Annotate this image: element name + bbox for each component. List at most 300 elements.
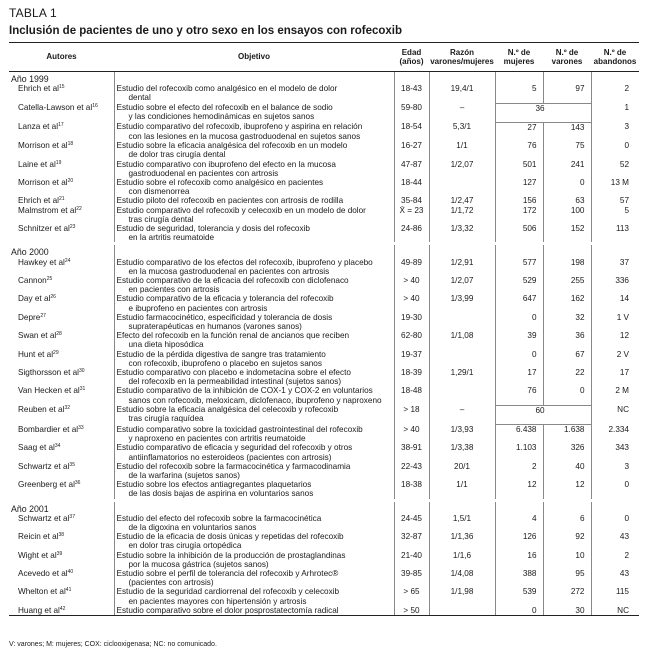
objective-line-1: Estudio comparativo de la eficacia del rofecoxib con diclofenaco bbox=[116, 276, 349, 286]
objective-line-2: de la warfarina (sujetos sanos) bbox=[128, 470, 240, 480]
header-row bbox=[9, 43, 639, 72]
year-empty-cell bbox=[543, 72, 591, 85]
year-row bbox=[9, 502, 639, 514]
table-row bbox=[9, 141, 639, 159]
table-row bbox=[9, 551, 639, 569]
objective-cell bbox=[114, 551, 394, 569]
data-table bbox=[9, 42, 639, 616]
year-label: Año 2000 bbox=[11, 247, 49, 258]
objective-line-2: con dismenorrea bbox=[128, 187, 190, 197]
ratio-cell: 1/3,32 bbox=[429, 224, 495, 242]
men-cell: 10 bbox=[543, 551, 591, 569]
table-row bbox=[9, 514, 639, 532]
objective-line-2: en dolor tras cirugía ortopédica bbox=[128, 541, 242, 551]
author-ref: 18 bbox=[67, 141, 74, 148]
women-cell: 12 bbox=[495, 480, 543, 498]
author-ref: 28 bbox=[56, 331, 62, 338]
year-empty-cell bbox=[429, 502, 495, 514]
author-cell bbox=[9, 206, 114, 224]
objective-cell bbox=[114, 443, 394, 461]
table-row bbox=[9, 294, 639, 312]
men-cell: 0 bbox=[543, 386, 591, 405]
age-cell: 18-39 bbox=[394, 368, 429, 386]
objective-line-2: en la mucosa gastroduodenal en pacientes con artrosis bbox=[128, 266, 330, 276]
author-cell bbox=[9, 141, 114, 159]
author-ref: 16 bbox=[92, 103, 98, 109]
table-row bbox=[9, 350, 639, 368]
table-row bbox=[9, 206, 639, 224]
author-cell bbox=[9, 84, 114, 103]
author-cell bbox=[9, 480, 114, 498]
author-cell bbox=[9, 532, 114, 550]
women-cell: 388 bbox=[495, 569, 543, 587]
table-row bbox=[9, 331, 639, 349]
objective-line-1: Estudio del rofecoxib como analgésico en el modelo de dolor bbox=[116, 84, 338, 94]
dropouts-cell: 43 bbox=[591, 532, 639, 550]
objective-cell bbox=[114, 294, 394, 312]
women-cell: 39 bbox=[495, 331, 543, 349]
objective-line-2: en la artritis reumatoide bbox=[128, 233, 215, 243]
year-empty-cell bbox=[591, 245, 639, 257]
total-patients-cell: 60 bbox=[495, 405, 591, 424]
women-cell: 539 bbox=[495, 587, 543, 605]
author-name: Wight et al bbox=[18, 550, 57, 560]
table-row bbox=[9, 569, 639, 587]
objective-line-2: (pacientes con artrosis) bbox=[128, 578, 214, 588]
author-ref: 37 bbox=[69, 513, 75, 520]
objective-line-1: Estudio farmacocinético, especificidad y tolerancia de dosis bbox=[116, 312, 333, 322]
women-cell: 126 bbox=[495, 532, 543, 550]
author-name: Day et al bbox=[18, 294, 51, 304]
author-name: Saag et al bbox=[18, 443, 55, 453]
author-name: Lanza et al bbox=[18, 122, 59, 132]
objective-line-2: en pacientes mayores con hipertensión y artrosis bbox=[128, 596, 307, 606]
objective-line-2: por la mucosa gástrica (sujetos sanos) bbox=[128, 559, 269, 569]
dropouts-cell: NC bbox=[591, 405, 639, 424]
table-body bbox=[9, 72, 639, 616]
objective-line-2: con las lesiones en la mucosa gastroduodenal en sujetos sanos bbox=[128, 131, 361, 141]
author-cell bbox=[9, 103, 114, 122]
men-cell: 1.638 bbox=[543, 425, 591, 444]
men-cell: 92 bbox=[543, 532, 591, 550]
author-cell bbox=[9, 368, 114, 386]
author-cell bbox=[9, 386, 114, 405]
objective-line-1: Estudio comparativo con placebo e indometacina sobre el efecto bbox=[116, 368, 351, 378]
age-cell: 21-40 bbox=[394, 551, 429, 569]
author-name: Reicin et al bbox=[18, 532, 59, 542]
author-cell bbox=[9, 587, 114, 605]
men-cell: 255 bbox=[543, 276, 591, 294]
dropouts-cell: 0 bbox=[591, 141, 639, 159]
dropouts-cell: NC bbox=[591, 606, 639, 616]
ratio-cell: 1/2,47 bbox=[429, 196, 495, 205]
author-cell bbox=[9, 331, 114, 349]
table-row bbox=[9, 196, 639, 205]
objective-cell bbox=[114, 569, 394, 587]
table-row bbox=[9, 532, 639, 550]
ratio-cell: 1/2,07 bbox=[429, 276, 495, 294]
author-ref: 40 bbox=[67, 569, 74, 575]
author-name: Greenberg et al bbox=[18, 480, 75, 490]
year-label: Año 1999 bbox=[11, 74, 49, 84]
dropouts-cell: 115 bbox=[591, 587, 639, 605]
age-cell: 19-37 bbox=[394, 350, 429, 368]
objective-cell bbox=[114, 84, 394, 103]
dropouts-cell: 3 bbox=[591, 122, 639, 141]
women-cell: 6.438 bbox=[495, 425, 543, 444]
men-cell: 272 bbox=[543, 587, 591, 605]
table-row bbox=[9, 313, 639, 331]
header-razon: Razón varones/mujeres bbox=[429, 43, 495, 72]
men-cell: 0 bbox=[543, 178, 591, 196]
men-cell: 152 bbox=[543, 224, 591, 242]
table-row bbox=[9, 224, 639, 242]
objective-line-1: Estudio sobre el rofecoxib como analgésico en pacientes bbox=[116, 177, 324, 187]
ratio-cell: 19,4/1 bbox=[429, 84, 495, 103]
year-empty-cell bbox=[543, 245, 591, 257]
women-cell: 5 bbox=[495, 84, 543, 103]
ratio-cell: 1/1,08 bbox=[429, 331, 495, 349]
objective-line-1: Estudio del efecto del rofecoxib sobre la farmacocinética bbox=[116, 513, 322, 523]
table-row bbox=[9, 480, 639, 498]
objective-line-1: Estudio comparativo del rofecoxib, ibuprofeno y aspirina en relación bbox=[116, 122, 363, 132]
header-objetivo: Objetivo bbox=[114, 43, 394, 72]
men-cell: 75 bbox=[543, 141, 591, 159]
objective-cell bbox=[114, 425, 394, 444]
table-row bbox=[9, 443, 639, 461]
year-row bbox=[9, 72, 639, 85]
dropouts-cell: 43 bbox=[591, 569, 639, 587]
men-cell: 22 bbox=[543, 368, 591, 386]
objective-line-2: tras cirugía dental bbox=[128, 214, 194, 224]
author-ref: 26 bbox=[50, 294, 56, 301]
ratio-cell: – bbox=[429, 103, 495, 122]
ratio-cell: 1/1 bbox=[429, 480, 495, 498]
age-cell: 59-80 bbox=[394, 103, 429, 122]
ratio-cell: 1/4,08 bbox=[429, 569, 495, 587]
age-cell: 18-44 bbox=[394, 178, 429, 196]
author-ref: 38 bbox=[58, 532, 65, 539]
men-cell: 162 bbox=[543, 294, 591, 312]
dropouts-cell: 1 bbox=[591, 103, 639, 122]
objective-line-1: Estudio de seguridad, tolerancia y dosis del rofecoxib bbox=[116, 224, 310, 234]
ratio-cell: 1/3,93 bbox=[429, 425, 495, 444]
objective-line-1: Estudio de la eficacia de dosis únicas y repetidas del rofecoxib bbox=[116, 532, 344, 542]
author-name: Reuben et al bbox=[18, 405, 65, 415]
men-cell: 67 bbox=[543, 350, 591, 368]
objective-cell bbox=[114, 178, 394, 196]
age-cell: 18-48 bbox=[394, 386, 429, 405]
dropouts-cell: 12 bbox=[591, 331, 639, 349]
dropouts-cell: 37 bbox=[591, 258, 639, 276]
author-ref: 35 bbox=[69, 461, 75, 468]
objective-cell bbox=[114, 405, 394, 424]
ratio-cell: 1/1,72 bbox=[429, 206, 495, 224]
age-cell: > 40 bbox=[394, 425, 429, 444]
age-cell: 39-85 bbox=[394, 569, 429, 587]
dropouts-cell: 2 V bbox=[591, 350, 639, 368]
table-row bbox=[9, 405, 639, 424]
header-edad: Edad (años) bbox=[394, 43, 429, 72]
women-cell: 76 bbox=[495, 386, 543, 405]
objective-line-1: Estudio sobre la eficacia analgésica del celecoxib y rofecoxib bbox=[116, 405, 339, 415]
author-name: Acevedo et al bbox=[18, 569, 68, 578]
ratio-cell: – bbox=[429, 405, 495, 424]
ratio-cell bbox=[429, 350, 495, 368]
ratio-cell: 1,29/1 bbox=[429, 368, 495, 386]
objective-line-1: Estudio sobre los efectos antiagregantes plaquetarios bbox=[116, 480, 312, 490]
author-cell bbox=[9, 606, 114, 616]
objective-line-1: Estudio comparativo de la eficacia y tolerancia del rofecoxib bbox=[116, 294, 334, 304]
age-cell: 24-86 bbox=[394, 224, 429, 242]
objective-line-1: Estudio sobre el efecto del rofecoxib en el balance de sodio bbox=[116, 103, 333, 112]
total-patients-cell: 36 bbox=[495, 103, 591, 122]
author-name: Morrison et al bbox=[18, 141, 68, 151]
year-empty-cell bbox=[114, 72, 394, 85]
dropouts-cell: 113 bbox=[591, 224, 639, 242]
author-name: Catella-Lawson et al bbox=[18, 103, 93, 112]
men-cell: 198 bbox=[543, 258, 591, 276]
ratio-cell: 20/1 bbox=[429, 462, 495, 480]
author-ref: 17 bbox=[58, 122, 64, 129]
objective-line-2: e ibuprofeno en pacientes con artrosis bbox=[128, 303, 268, 313]
year-empty-cell bbox=[114, 245, 394, 257]
author-ref: 33 bbox=[78, 424, 84, 431]
author-cell bbox=[9, 462, 114, 480]
objective-line-1: Efecto del rofecoxib en la función renal de ancianos que reciben bbox=[116, 331, 350, 341]
author-ref: 36 bbox=[74, 480, 81, 487]
objective-line-1: Estudio sobre el perfil de tolerancia del rofecoxib y Arhrotec® bbox=[116, 569, 339, 578]
objective-line-2: con rofecoxib, ibuprofeno o placebo en sujetos sanos bbox=[128, 358, 322, 368]
objective-line-2: de las dosis bajas de aspirina en voluntarios sanos bbox=[128, 489, 314, 499]
author-ref: 15 bbox=[58, 84, 65, 91]
author-name: Cannon bbox=[18, 276, 47, 286]
author-name: Huang et al bbox=[18, 605, 60, 615]
author-cell bbox=[9, 551, 114, 569]
objective-line-1: Estudio sobre la eficacia analgésica del rofecoxib en un modelo bbox=[116, 141, 348, 151]
ratio-cell: 1/1,6 bbox=[429, 551, 495, 569]
year-empty-cell bbox=[591, 502, 639, 514]
age-cell: 18-38 bbox=[394, 480, 429, 498]
women-cell: 647 bbox=[495, 294, 543, 312]
objective-line-1: Estudio comparativo del rofecoxib y celecoxib en un modelo de dolor bbox=[116, 205, 366, 215]
age-cell: 18-43 bbox=[394, 84, 429, 103]
women-cell: 1.103 bbox=[495, 443, 543, 461]
year-empty-cell bbox=[429, 72, 495, 85]
ratio-cell: 1/2,07 bbox=[429, 160, 495, 178]
table-title: Inclusión de pacientes de uno y otro sexo en los ensayos con rofecoxib bbox=[9, 25, 403, 37]
author-name: Ehrich et al bbox=[18, 196, 59, 206]
author-name: Van Hecken et al bbox=[18, 386, 80, 396]
objective-line-1: Estudio sobre la inhibición de la producción de prostaglandinas bbox=[116, 550, 346, 560]
ratio-cell: 1/1,36 bbox=[429, 532, 495, 550]
author-name: Schwartz et al bbox=[18, 513, 70, 523]
author-ref: 20 bbox=[67, 177, 74, 184]
ratio-cell: 1/1,98 bbox=[429, 587, 495, 605]
objective-line-1: Estudio comparativo con ibuprofeno del efecto en la mucosa bbox=[116, 159, 336, 169]
men-cell: 326 bbox=[543, 443, 591, 461]
year-empty-cell bbox=[495, 72, 543, 85]
objective-cell bbox=[114, 462, 394, 480]
objective-cell bbox=[114, 141, 394, 159]
author-name: Whelton et al bbox=[18, 587, 66, 597]
objective-cell bbox=[114, 258, 394, 276]
table-label: TABLA 1 bbox=[9, 6, 57, 20]
dropouts-cell: 57 bbox=[591, 196, 639, 205]
objective-line-2: tras cirugía raquídea bbox=[128, 414, 204, 424]
objective-line-2: en pacientes con artrosis bbox=[128, 285, 220, 295]
age-cell: 16-27 bbox=[394, 141, 429, 159]
objective-line-2: y naproxeno en pacientes con artritis reumatoide bbox=[128, 433, 306, 443]
author-ref: 31 bbox=[79, 386, 86, 393]
ratio-cell bbox=[429, 313, 495, 331]
dropouts-cell: 2 bbox=[591, 551, 639, 569]
women-cell: 17 bbox=[495, 368, 543, 386]
objective-cell bbox=[114, 514, 394, 532]
objective-line-2: y las condiciones hemodinámicas en sujetos sanos bbox=[128, 112, 315, 122]
women-cell: 156 bbox=[495, 196, 543, 205]
author-cell bbox=[9, 178, 114, 196]
author-name: Laine et al bbox=[18, 159, 56, 169]
objective-line-2: una dieta hiposódica bbox=[128, 340, 204, 350]
author-cell bbox=[9, 224, 114, 242]
objective-line-1: Estudio comparativo de la inhibición de COX-1 y COX-2 en voluntarios bbox=[116, 386, 373, 396]
objective-line-2: antiinflamatorios no esteroideos (pacientes con artrosis) bbox=[128, 452, 332, 462]
author-ref: 32 bbox=[64, 405, 70, 412]
author-ref: 39 bbox=[56, 550, 63, 557]
age-cell: 47-87 bbox=[394, 160, 429, 178]
author-name: Schwartz et al bbox=[18, 461, 70, 471]
objective-line-1: Estudio comparativo de los efectos del rofecoxib, ibuprofeno y placebo bbox=[116, 257, 373, 267]
author-ref: 25 bbox=[46, 276, 53, 283]
author-ref: 34 bbox=[54, 443, 61, 450]
ratio-cell bbox=[429, 386, 495, 405]
age-cell: > 40 bbox=[394, 276, 429, 294]
objective-cell bbox=[114, 532, 394, 550]
women-cell: 501 bbox=[495, 160, 543, 178]
dropouts-cell: 2.334 bbox=[591, 425, 639, 444]
author-name: Hawkey et al bbox=[18, 257, 65, 267]
ratio-cell: 1/1 bbox=[429, 141, 495, 159]
table-row bbox=[9, 368, 639, 386]
author-name: Sigthorsson et al bbox=[18, 368, 79, 378]
author-cell bbox=[9, 196, 114, 205]
author-cell bbox=[9, 569, 114, 587]
objective-cell bbox=[114, 368, 394, 386]
men-cell: 241 bbox=[543, 160, 591, 178]
women-cell: 172 bbox=[495, 206, 543, 224]
objective-line-1: Estudio piloto del rofecoxib en pacientes con artrosis de rodilla bbox=[116, 196, 344, 206]
dropouts-cell: 13 M bbox=[591, 178, 639, 196]
objective-line-1: Estudio del rofecoxib sobre la farmacocinética y farmacodinamia bbox=[116, 461, 351, 471]
year-empty-cell bbox=[429, 245, 495, 257]
table-row bbox=[9, 178, 639, 196]
author-ref: 41 bbox=[65, 587, 72, 594]
women-cell: 27 bbox=[495, 122, 543, 141]
objective-line-2: de dolor tras cirugía dental bbox=[128, 150, 226, 160]
objective-cell bbox=[114, 160, 394, 178]
men-cell: 30 bbox=[543, 606, 591, 616]
header-mujeres: N.º de mujeres bbox=[495, 43, 543, 72]
women-cell: 529 bbox=[495, 276, 543, 294]
men-cell: 143 bbox=[543, 122, 591, 141]
dropouts-cell: 2 bbox=[591, 84, 639, 103]
men-cell: 97 bbox=[543, 84, 591, 103]
dropouts-cell: 17 bbox=[591, 368, 639, 386]
author-cell bbox=[9, 405, 114, 424]
table-row bbox=[9, 462, 639, 480]
dropouts-cell: 0 bbox=[591, 480, 639, 498]
author-name: Malmstrom et al bbox=[18, 205, 77, 215]
ratio-cell: 5,3/1 bbox=[429, 122, 495, 141]
header-abandonos: N.º de abandonos bbox=[591, 43, 639, 72]
men-cell: 40 bbox=[543, 462, 591, 480]
dropouts-cell: 5 bbox=[591, 206, 639, 224]
header-varones: N.º de varones bbox=[543, 43, 591, 72]
objective-cell bbox=[114, 224, 394, 242]
objective-cell bbox=[114, 196, 394, 205]
year-empty-cell bbox=[394, 502, 429, 514]
age-cell: 24-45 bbox=[394, 514, 429, 532]
men-cell: 63 bbox=[543, 196, 591, 205]
table-row bbox=[9, 160, 639, 178]
men-cell: 12 bbox=[543, 480, 591, 498]
author-ref: 29 bbox=[53, 349, 59, 356]
objective-cell bbox=[114, 606, 394, 616]
author-name: Morrison et al bbox=[18, 177, 68, 187]
author-cell bbox=[9, 514, 114, 532]
women-cell: 506 bbox=[495, 224, 543, 242]
women-cell: 76 bbox=[495, 141, 543, 159]
table-row bbox=[9, 276, 639, 294]
women-cell: 16 bbox=[495, 551, 543, 569]
ratio-cell: 1/3,38 bbox=[429, 443, 495, 461]
dropouts-cell: 336 bbox=[591, 276, 639, 294]
header-autores: Autores bbox=[9, 43, 114, 72]
footnote: V: varones; M: mujeres; COX: ciclooxigenasa; NC: no comunicado. bbox=[9, 641, 217, 648]
author-cell bbox=[9, 425, 114, 444]
age-cell: X̄ = 23 bbox=[394, 206, 429, 224]
author-ref: 23 bbox=[69, 224, 76, 231]
author-name: Depre bbox=[18, 312, 41, 322]
age-cell: 35-84 bbox=[394, 196, 429, 205]
author-name: Hunt et al bbox=[18, 349, 54, 359]
year-empty-cell bbox=[495, 245, 543, 257]
age-cell: 62-80 bbox=[394, 331, 429, 349]
objective-cell bbox=[114, 480, 394, 498]
table-row bbox=[9, 587, 639, 605]
author-ref: 27 bbox=[40, 312, 46, 319]
author-cell bbox=[9, 160, 114, 178]
objective-cell bbox=[114, 103, 394, 122]
author-name: Swan et al bbox=[18, 331, 57, 341]
age-cell: > 40 bbox=[394, 294, 429, 312]
year-empty-cell bbox=[394, 72, 429, 85]
year-empty-cell bbox=[591, 72, 639, 85]
women-cell: 127 bbox=[495, 178, 543, 196]
objective-line-2: del rofecoxib en la permeabilidad intestinal (sujetos sanos) bbox=[128, 377, 342, 387]
men-cell: 32 bbox=[543, 313, 591, 331]
year-empty-cell bbox=[543, 502, 591, 514]
men-cell: 100 bbox=[543, 206, 591, 224]
objective-cell bbox=[114, 313, 394, 331]
dropouts-cell: 52 bbox=[591, 160, 639, 178]
author-cell bbox=[9, 122, 114, 141]
age-cell: 49-89 bbox=[394, 258, 429, 276]
ratio-cell bbox=[429, 178, 495, 196]
table-row bbox=[9, 84, 639, 103]
author-cell bbox=[9, 443, 114, 461]
